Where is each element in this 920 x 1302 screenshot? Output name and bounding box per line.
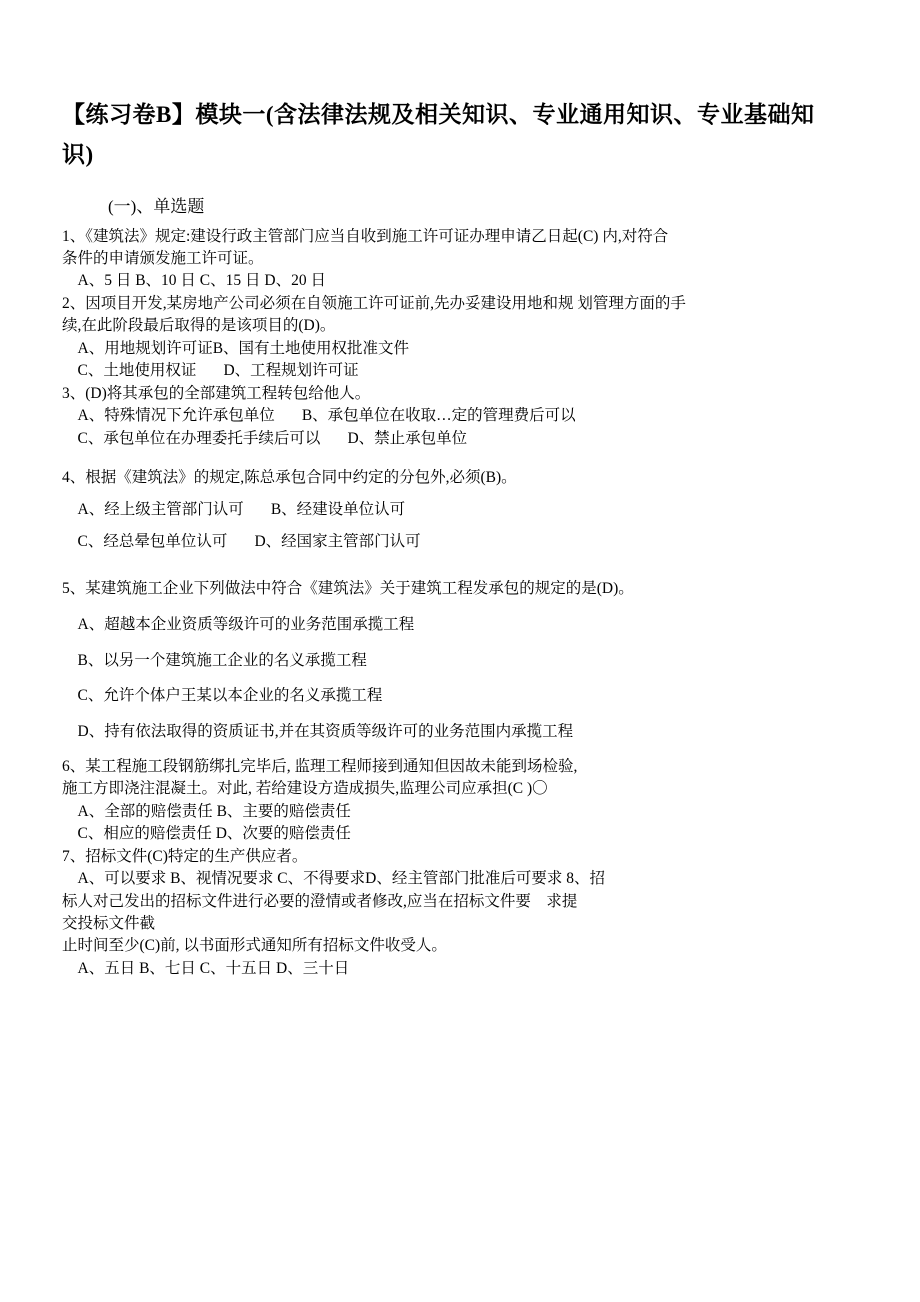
question-line: A、经上级主管部门认可 B、经建设单位认可 xyxy=(62,500,406,518)
question-line: 2、因项目开发,某房地产公司必须在自领施工许可证前,先办妥建设用地和规 划管理方面的手 xyxy=(62,294,686,312)
question-line: C、承包单位在办理委托手续后可以 D、禁止承包单位 xyxy=(62,429,468,447)
question-line: B、以另一个建筑施工企业的名义承揽工程 xyxy=(62,651,367,669)
question-line: C、土地使用权证 D、工程规划许可证 xyxy=(62,362,359,380)
question-line: A、全部的赔偿责任 B、主要的赔偿责任 xyxy=(62,802,351,820)
section-heading: (一)、单选题 xyxy=(108,196,205,216)
question-line: A、特殊情况下允许承包单位 B、承包单位在收取…定的管理费后可以 xyxy=(62,407,576,425)
question-line: A、五日 B、七日 C、十五日 D、三十日 xyxy=(62,959,350,977)
question-line: 续,在此阶段最后取得的是该项目的(D)。 xyxy=(62,317,336,335)
question-line: 施工方即浇注混凝土。对此, 若给建设方造成损失,监理公司应承担(C )〇 xyxy=(62,780,548,798)
question-line: C、相应的赔偿责任 D、次要的赔偿责任 xyxy=(62,825,351,843)
question-line: D、持有依法取得的资质证书,并在其资质等级许可的业务范围内承揽工程 xyxy=(62,723,574,741)
question-item xyxy=(62,846,845,981)
question-line: C、允许个体户王某以本企业的名义承揽工程 xyxy=(62,687,383,705)
question-line: A、5 日 B、10 日 C、15 日 D、20 日 xyxy=(62,272,326,290)
question-line: 标人对己发出的招标文件进行必要的澄情或者修改,应当在招标文件要 求提 xyxy=(62,892,578,910)
question-line: A、可以要求 B、视情况要求 C、不得要求D、经主管部门批准后可要求 8、招 xyxy=(62,870,605,888)
question-item xyxy=(62,756,845,846)
question-line: 6、某工程施工段钢筋绑扎完毕后, 监理工程师接到通知但因故未能到场检验, xyxy=(62,757,578,775)
question-line: 止时间至少(C)前, 以书面形式通知所有招标文件收受人。 xyxy=(62,937,447,955)
question-item xyxy=(62,383,845,450)
question-item xyxy=(62,293,845,383)
question-line: 1、《建筑法》规定:建设行政主管部门应当自收到施工许可证办理申请乙日起(C) 内,对符合 xyxy=(62,227,669,245)
question-item xyxy=(62,571,845,749)
question-line: 5、某建筑施工企业下列做法中符合《建筑法》关于建筑工程发承包的规定的是(D)。 xyxy=(62,580,634,598)
question-line: A、超越本企业资质等级许可的业务范围承揽工程 xyxy=(62,616,415,634)
question-line: 4、根据《建筑法》的规定,陈总承包合同中约定的分包外,必须(B)。 xyxy=(62,469,517,487)
question-line: 7、招标文件(C)特定的生产供应者。 xyxy=(62,847,308,865)
question-line: C、经总晕包单位认可 D、经国家主管部门认可 xyxy=(62,532,421,550)
question-item xyxy=(62,226,845,293)
question-line: A、用地规划许可证B、国有土地使用权批准文件 xyxy=(62,339,410,357)
page-title: 【练习卷B】模块一(含法律法规及相关知识、专业通用知识、专业基础知识) xyxy=(62,102,815,168)
question-item xyxy=(62,462,845,557)
question-line: 条件的申请颁发施工许可证。 xyxy=(62,249,264,267)
question-line: 3、(D)将其承包的全部建筑工程转包给他人。 xyxy=(62,384,371,402)
question-line: 交投标文件截 xyxy=(62,914,156,932)
